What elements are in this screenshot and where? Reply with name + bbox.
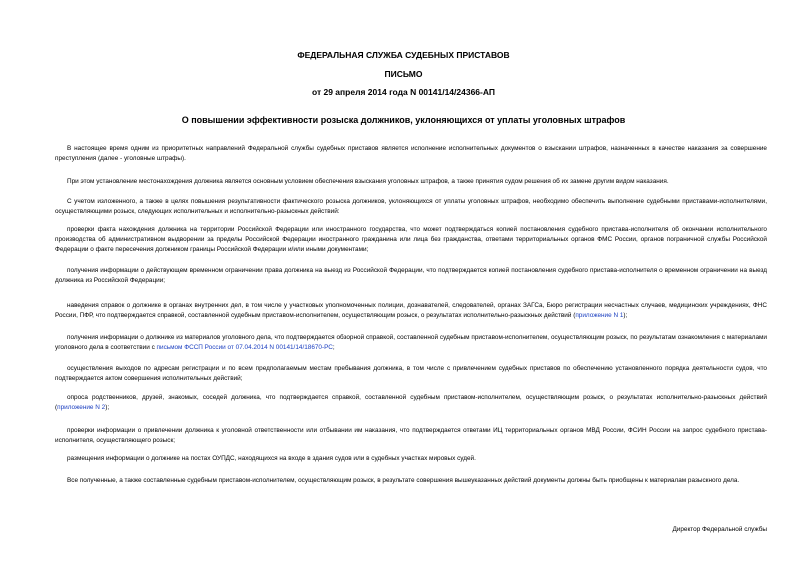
paragraph-court-posts: размещения информации о должнике на постах ОУПДС, находящихся на входе в здания судов или в судебных участках мировых судей. (67, 455, 476, 462)
paragraph-criminal-case-end: ; (332, 344, 335, 351)
paragraph-site-visits: осуществления выходов по адресам регистрации и по всем предполагаемым местам пребывания должника, в том числе с привлечением судебных приставов по обеспечению установленного порядка деятельности судов, что подтверждается актом совершения исполнительных действий; (55, 365, 767, 382)
document-type-heading: ПИСЬМО (384, 69, 423, 79)
paragraph-intro: В настоящее время одним из приоритетных направлений Федеральной службы судебных приставов является исполнение исполнительных документов о взыскании штрафов, назначенных в качестве наказания за совершение преступления (далее - уголовные штрафы). (55, 145, 767, 162)
paragraph-criminal-case (55, 333, 767, 353)
paragraph-border-check: проверки факта нахождения должника на территории Российской Федерации или иностранного государства, что может подтверждаться копией постановления судебного пристава-исполнителя об окончании исполнительного производства об административном выдворении за пределы Российской Федерации иностранного гражданина или лица без гражданства, ответами территориальных органов ФМС России, органов пограничной службы Российской Федерации о факте пересечения должником границы Российской Федерации и/или иными документами; (55, 226, 767, 253)
appendix-2-link[interactable]: приложение N 2 (57, 404, 106, 411)
fssp-letter-link[interactable]: письмом ФССП России от 07.04.2014 N 00141/14/18670-РС (156, 344, 333, 351)
document-date-number: от 29 апреля 2014 года N 00141/14/24366-АП (311, 87, 495, 97)
paragraph-interviews (55, 393, 767, 413)
paragraph-interviews-text: опроса родственников, друзей, знакомых, соседей должника, что подтверждается справкой, составленной судебным приставом-исполнителем, осуществляющим розыск, о результатах исполнительно-разыскных действий ( (55, 394, 767, 411)
paragraph-inquiries-text: наведения справок о должнике в органах внутренних дел, в том числе у участковых уполномоченных полиции, дознавателей, следователей, органах ЗАГСа, Бюро регистрации несчастных случаев, медицинских учреждениях, ФНС России, ПФР, что подтверждается справкой, составленной судебным приставом-исполнителем, осуществляющим розыск, о результатах исполнительно-разыскных действий ( (55, 302, 767, 319)
paragraph-inquiries-end: ); (623, 312, 628, 319)
paragraph-inquiries (55, 301, 767, 321)
paragraph-criminal-liability: проверки информации о привлечении должника к уголовной ответственности или отбывании им наказания, что подтверждается ответами ИЦ территориальных органов МВД России, ФСИН России на запрос судебного пристава-исполнителя, осуществляющего розыск; (55, 427, 767, 444)
signature-line: Директор Федеральной службы (672, 526, 767, 533)
document-title: О повышении эффективности розыска должников, уклоняющихся от уплаты уголовных штрафов (181, 115, 626, 125)
paragraph-exit-restriction: получения информации о действующем временном ограничении права должника на выезд из Российской Федерации, что подтверждается копией постановления судебного пристава-исполнителя о временном ограничении на выезд должника из Российской Федерации; (55, 267, 767, 284)
paragraph-criminal-case-text: получения информации о должнике из материалов уголовного дела, что подтверждается обзорной справкой, составленной судебным приставом-исполнителем, осуществляющим розыск, по результатам ознакомления с материалами уголовного дела в соответствии с (55, 334, 767, 351)
paragraph-location: При этом установление местонахождения должника является основным условием обеспечения взыскания уголовных штрафов, а также принятия судом решения об их замене другим видом наказания. (67, 178, 669, 185)
organization-heading: ФЕДЕРАЛЬНАЯ СЛУЖБА СУДЕБНЫХ ПРИСТАВОВ (297, 50, 510, 60)
paragraph-actions-intro: С учетом изложенного, а также в целях повышения результативности фактического розыска должников, уклоняющихся от уплаты уголовных штрафов, необходимо обеспечить выполнение судебными приставами-исполнителями, осуществляющими розыск, следующих исполнительных и исполнительно-разыскных действий: (55, 198, 767, 215)
paragraph-interviews-end: ); (105, 404, 110, 411)
appendix-1-link[interactable]: приложение N 1 (575, 312, 624, 319)
paragraph-case-materials: Все полученные, а также составленные судебным приставом-исполнителем, осуществляющим розыск, в результате совершения вышеуказанных действий документы должны быть приобщены к материалам разыскного дела. (67, 477, 740, 484)
